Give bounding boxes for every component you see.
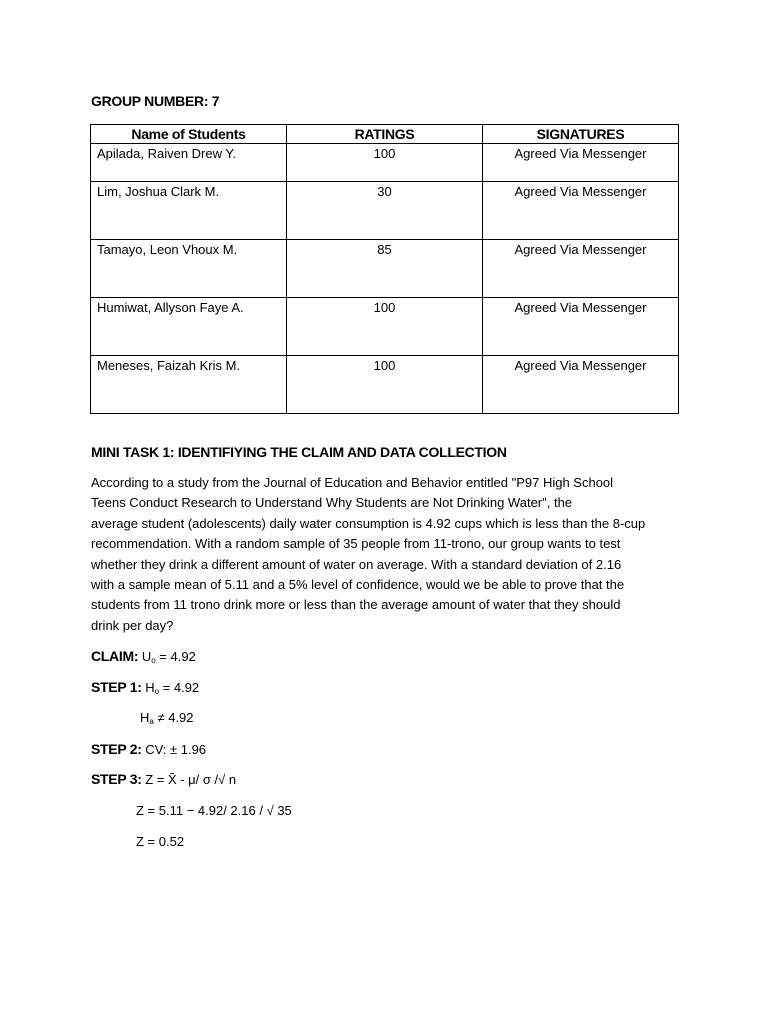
rating-cell: 100 xyxy=(287,356,483,414)
student-name-cell: Meneses, Faizah Kris M. xyxy=(91,356,287,414)
student-name-cell: Lim, Joshua Clark M. xyxy=(91,182,287,240)
z-substitution-line: Z = 5.11 − 4.92/ 2.16 / √ 35 xyxy=(136,803,292,818)
z-result-line: Z = 0.52 xyxy=(136,834,185,849)
signature-cell: Agreed Via Messenger xyxy=(483,182,679,240)
critical-value: CV: ± 1.96 xyxy=(145,742,207,757)
paragraph-line: recommendation. With a random sample of 35 people from 11-trono, our group wants to test xyxy=(91,536,621,552)
claim-variable: U xyxy=(141,649,152,664)
signature-cell: Agreed Via Messenger xyxy=(483,356,679,414)
claim-value: = 4.92 xyxy=(159,649,196,664)
students-ratings-table xyxy=(90,124,679,414)
group-number-heading: GROUP NUMBER: 7 xyxy=(91,93,220,109)
student-name-cell: Apilada, Raiven Drew Y. xyxy=(91,144,287,182)
rating-cell: 30 xyxy=(287,182,483,240)
table-row xyxy=(91,182,679,240)
paragraph-line: According to a study from the Journal of Education and Behavior entitled "P97 High School xyxy=(91,475,614,490)
claim-label: CLAIM: xyxy=(91,648,139,664)
step3-label: STEP 3: xyxy=(91,771,142,787)
table-row xyxy=(91,144,679,182)
alternative-hypothesis-subscript: a xyxy=(149,717,154,726)
step1-label: STEP 1: xyxy=(91,679,142,695)
null-hypothesis-subscript: o xyxy=(154,687,160,696)
claim-line xyxy=(91,648,196,665)
null-hypothesis-value: = 4.92 xyxy=(162,680,200,695)
step1-line xyxy=(91,679,199,696)
student-name-cell: Humiwat, Allyson Faye A. xyxy=(91,298,287,356)
column-header-signatures: SIGNATURES xyxy=(483,125,679,144)
signature-cell: Agreed Via Messenger xyxy=(483,298,679,356)
signature-cell: Agreed Via Messenger xyxy=(483,144,679,182)
signature-cell: Agreed Via Messenger xyxy=(483,240,679,298)
claim-subscript: o xyxy=(151,656,156,665)
table-row xyxy=(91,298,679,356)
paragraph-line: with a sample mean of 5.11 and a 5% level of confidence, would we be able to prove that the xyxy=(91,577,625,593)
paragraph-line: drink per day? xyxy=(91,617,174,633)
paragraph-line: whether they drink a different amount of water on average. With a standard deviation of 2.16 xyxy=(91,556,622,572)
paragraph-line: average student (adolescents) daily water consumption is 4.92 cups which is less than the 8-cup xyxy=(91,515,646,531)
column-header-ratings: RATINGS xyxy=(287,125,483,144)
rating-cell: 100 xyxy=(287,144,483,182)
table-row xyxy=(91,356,679,414)
z-formula: Z = X̄ - μ/ σ /√ n xyxy=(145,772,237,787)
alternative-hypothesis-variable: H xyxy=(140,710,150,725)
rating-cell: 100 xyxy=(287,298,483,356)
paragraph-line: students from 11 trono drink more or less than the average amount of water that they should xyxy=(91,597,621,613)
rating-cell: 85 xyxy=(287,240,483,298)
step2-label: STEP 2: xyxy=(91,741,142,757)
column-header-name: Name of Students xyxy=(91,125,287,144)
table-header-row xyxy=(91,125,679,144)
step3-line xyxy=(91,771,236,787)
null-hypothesis-variable: H xyxy=(145,680,155,695)
student-name-cell: Tamayo, Leon Vhoux M. xyxy=(91,240,287,298)
alternative-hypothesis-line xyxy=(140,710,194,726)
mini-task-heading: MINI TASK 1: IDENTIFIYING THE CLAIM AND DATA COLLECTION xyxy=(91,444,507,460)
paragraph-line: Teens Conduct Research to Understand Why Students are Not Drinking Water", the xyxy=(91,495,573,511)
alternative-hypothesis-value: ≠ 4.92 xyxy=(157,710,194,725)
table-row xyxy=(91,240,679,298)
problem-paragraph xyxy=(91,473,681,636)
step2-line xyxy=(91,741,206,757)
